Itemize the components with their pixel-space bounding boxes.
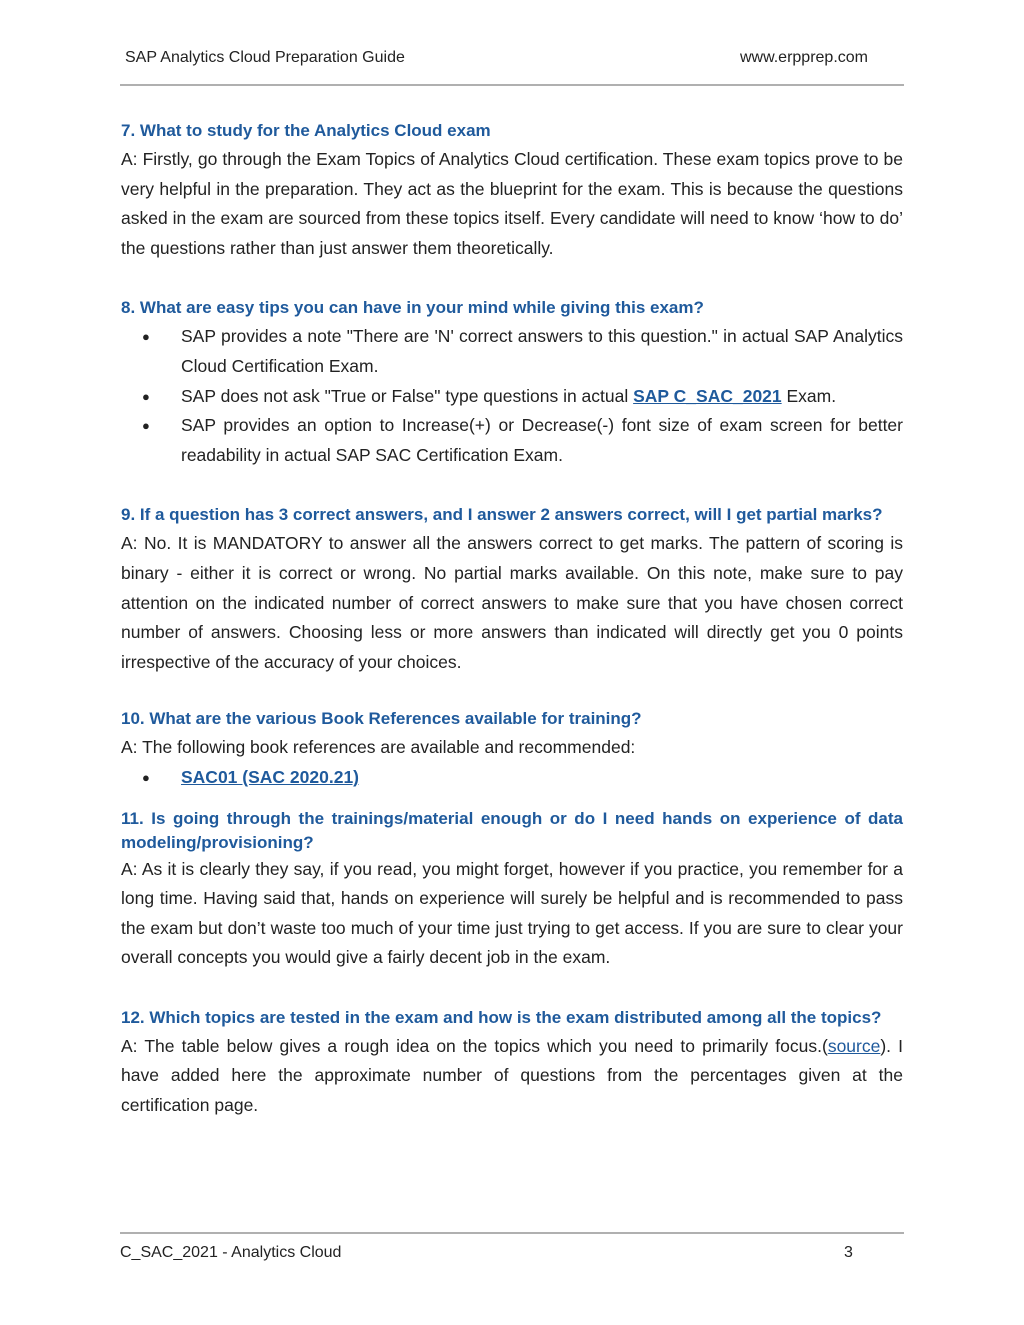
header-site: www.erpprep.com	[739, 49, 868, 66]
tip-text: SAP provides a note "There are 'N' correct answers to this question." in actual SAP Analytics Cloud Certification Exam.	[181, 326, 903, 376]
book-link[interactable]: SAC01 (SAC 2020.21)	[181, 766, 359, 787]
footer-divider	[120, 1232, 904, 1234]
bullet-icon: ●	[142, 329, 150, 345]
header-title: SAP Analytics Cloud Preparation Guide	[125, 49, 405, 66]
question-8: 8. What are easy tips you can have in your mind while giving this exam?	[121, 298, 704, 318]
page-header	[0, 0, 1024, 88]
answer-12	[121, 1032, 903, 1121]
bullet-icon: ●	[142, 769, 150, 785]
list-item	[121, 411, 903, 470]
header-divider	[120, 84, 904, 86]
answer-9: A: No. It is MANDATORY to answer all the answers correct to get marks. The pattern of scoring is binary - either it is correct or wrong. No partial marks available. On this note, make sure to pay attention on the indicated number of correct answers to make sure that you have chosen correct number of answers. Choosing less or more answers than indicated will directly get you 0 points irrespective of the accuracy of your choices.	[121, 533, 903, 672]
book-list	[121, 763, 903, 793]
document-body	[121, 116, 903, 1121]
list-item	[121, 322, 903, 381]
question-12: 12. Which topics are tested in the exam and how is the exam distributed among all the topics?	[121, 1007, 882, 1027]
answer-12-text-suffix: ). I have added here the approximate number of questions from the percentages given at the certification page.	[121, 1035, 904, 1116]
question-7: 7. What to study for the Analytics Cloud exam	[121, 121, 491, 140]
answer-7: A: Firstly, go through the Exam Topics of Analytics Cloud certification. These exam topics prove to be very helpful in the preparation. They act as the blueprint for the exam. This is because the questions asked in the exam are sourced from these topics itself. Every candidate will need to know ‘how to do’ the questions rather than just answer them theoretically.	[121, 149, 903, 258]
answer-11: A: As it is clearly they say, if you read, you might forget, however if you practice, you remember for a long time. Having said that, hands on experience will surely be helpful and is recommended to pass the exam but don’t waste too much of your time just trying to get access. If you are sure to clear your overall concepts you would give a fairly decent job in the exam.	[121, 858, 903, 968]
bullet-icon: ●	[142, 388, 150, 404]
tip-text: SAP provides an option to Increase(+) or Decrease(-) font size of exam screen for better readability in actual SAP SAC Certification Exam.	[181, 415, 903, 465]
list-item	[121, 382, 903, 412]
bullet-icon: ●	[142, 418, 150, 434]
tip-text-suffix: Exam.	[781, 385, 837, 406]
answer-12-text: A: The table below gives a rough idea on the topics which you need to primarily focus.(	[121, 1035, 828, 1056]
question-11: 11. Is going through the trainings/material enough or do I need hands on experience of data modeling/provisioning?	[121, 808, 903, 852]
question-9: 9. If a question has 3 correct answers, and I answer 2 answers correct, will I get partial marks?	[121, 505, 883, 525]
page-number: 3	[844, 1244, 853, 1261]
footer-doc-title: C_SAC_2021 - Analytics Cloud	[120, 1244, 342, 1261]
tip-text: SAP does not ask "True or False" type questions in actual	[181, 385, 634, 406]
list-item	[121, 763, 903, 793]
question-10: 10. What are the various Book References available for training?	[121, 709, 642, 729]
tips-list	[121, 322, 903, 470]
exam-link[interactable]: SAP C_SAC_2021	[633, 385, 782, 406]
answer-10: A: The following book references are available and recommended:	[121, 737, 636, 758]
source-link[interactable]: source	[827, 1035, 881, 1056]
